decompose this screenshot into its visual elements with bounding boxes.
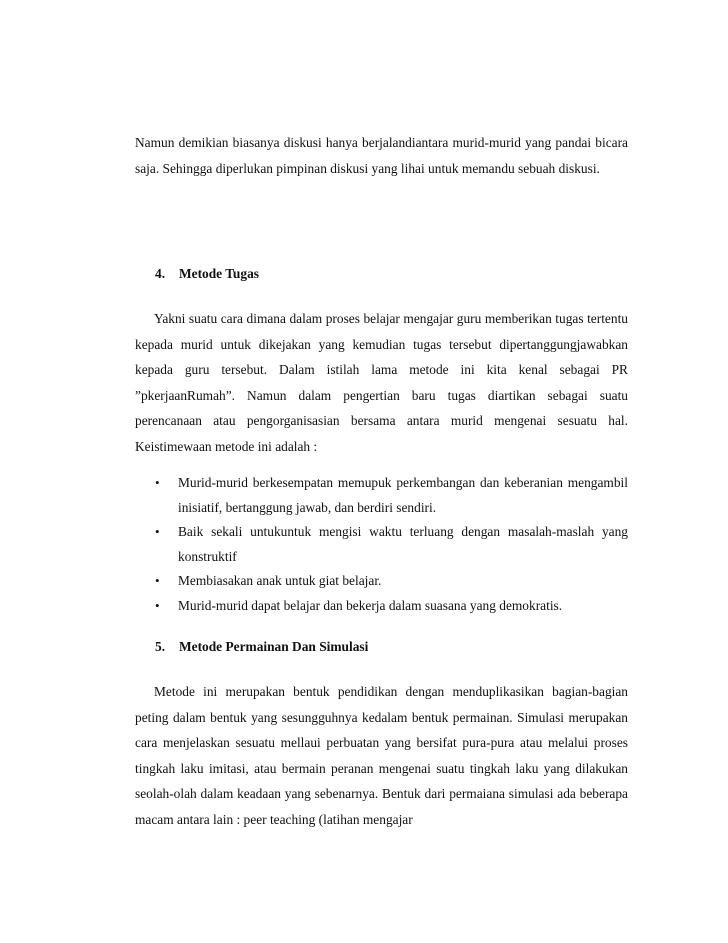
list-item xyxy=(135,594,628,619)
list-item-text: Baik sekali untukuntuk mengisi waktu terluang dengan masalah-maslah yang konstruktif xyxy=(178,524,628,564)
heading-metode-permainan xyxy=(155,637,368,657)
advantages-list xyxy=(135,471,628,618)
list-item xyxy=(135,569,628,594)
list-item-text: Membiasakan anak untuk giat belajar. xyxy=(178,573,382,588)
list-item xyxy=(135,520,628,569)
bullet-icon: • xyxy=(155,597,160,613)
bullet-icon: • xyxy=(155,573,160,588)
paragraph-metode-permainan: Metode ini merupakan bentuk pendidikan dengan menduplikasikan bagian-bagian peting dalam bentuk yang sesungguhnya kedalam bentuk permainan. Simulasi merupakan cara menjelaskan sesuatu mellaui perbuatan yang bersifat pura-pura atau melalui proses tingkah laku imitasi, atau bermain peranan mengenai suatu tingkah laku yang dilakukan seolah-olah dalam keadaan yang sebenarnya. Bentuk dari permaiana simulasi ada beberapa macam antara lain : peer teaching (latihan mengajar xyxy=(135,684,628,827)
heading-metode-tugas xyxy=(155,264,259,284)
bullet-icon: • xyxy=(155,475,160,490)
list-item-text: Murid-murid dapat belajar dan bekerja dalam suasana yang demokratis. xyxy=(178,597,563,613)
bullet-icon: • xyxy=(155,524,160,539)
paragraph-diskusi: Namun demikian biasanya diskusi hanya berjalandiantara murid-murid yang pandai bicara saja. Sehingga diperlukan pimpinan diskusi yang lihai untuk memandu sebuah diskusi. xyxy=(135,135,628,176)
heading-number: 5. xyxy=(155,639,166,654)
paragraph-metode-tugas: Yakni suatu cara dimana dalam proses belajar mengajar guru memberikan tugas tertentu kepada murid untuk dikejakan yang kemudian tugas tersebut dipertanggungjawabkan kepada guru tersebut. Dalam istilah lama metode ini kita kenal sebagai PR ”pkerjaanRumah”. Namun dalam pengertian baru tugas diartikan sebagai suatu perencanaan atau pengorganisasian bersama antara murid mengenai sesuatu hal. Keistimewaan metode ini adalah : xyxy=(135,311,628,454)
heading-number: 4. xyxy=(155,266,166,281)
heading-title: Metode Permainan Dan Simulasi xyxy=(179,639,369,654)
list-item xyxy=(135,471,628,520)
heading-title: Metode Tugas xyxy=(179,266,259,281)
list-item-text: Murid-murid berkesempatan memupuk perkembangan dan keberanian mengambil inisiatif, bertanggung jawab, dan berdiri sendiri. xyxy=(178,475,628,515)
